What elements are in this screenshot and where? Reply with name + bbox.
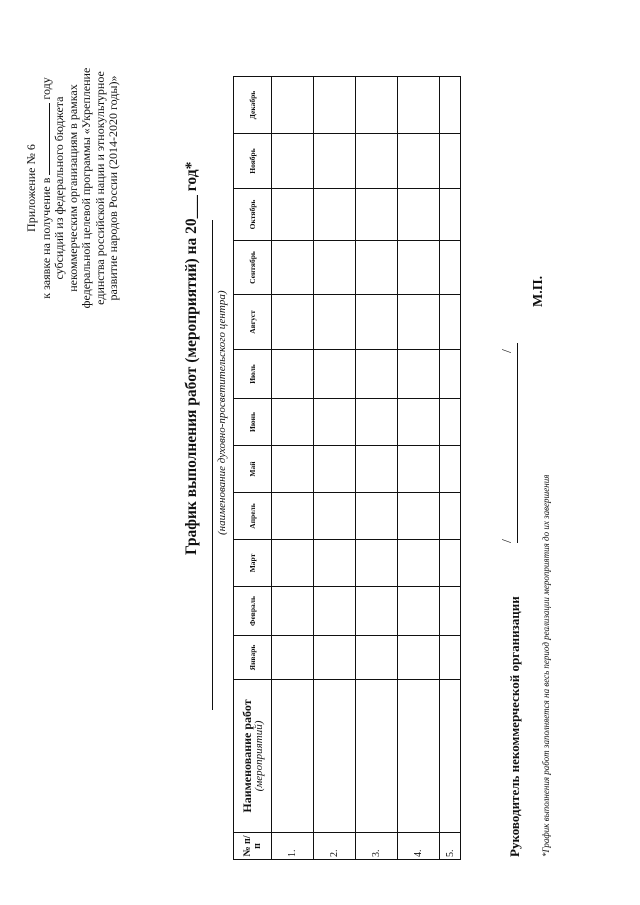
row-number: 2. (314, 833, 356, 860)
month-cell[interactable] (440, 295, 461, 350)
month-cell[interactable] (314, 399, 356, 446)
table-row (440, 77, 461, 860)
row-number: 3. (356, 833, 398, 860)
table-row (356, 77, 398, 860)
work-name-cell[interactable] (440, 680, 461, 833)
footnote: *График выполнения работ заполняется на весь период реализации мероприятия до их завершения (541, 474, 551, 857)
month-cell[interactable] (398, 350, 440, 399)
month-cell[interactable] (272, 636, 314, 680)
appendix-line-3: субсидий из федерального бюджета (52, 96, 66, 280)
appendix-line-2: к заявке на получение в году (38, 77, 53, 299)
month-cell[interactable] (440, 636, 461, 680)
col-header-month: Май (234, 446, 272, 493)
month-cell[interactable] (314, 189, 356, 241)
month-cell[interactable] (356, 587, 398, 636)
col-header-number: № п/п (234, 833, 272, 860)
month-cell[interactable] (272, 399, 314, 446)
month-cell[interactable] (398, 134, 440, 189)
appendix-number: Приложение № 6 (24, 144, 38, 232)
month-cell[interactable] (314, 241, 356, 295)
month-cell[interactable] (398, 493, 440, 540)
month-cell[interactable] (356, 350, 398, 399)
table-row (398, 77, 440, 860)
appendix-line-7: развитие народов России (2014-2020 годы)» (106, 75, 120, 301)
appendix-line-5: федеральной целевой программы «Укрепление (79, 67, 93, 309)
col-header-month: Сентябрь (234, 241, 272, 295)
col-header-month: Февраль (234, 587, 272, 636)
month-cell[interactable] (356, 446, 398, 493)
year-blank[interactable] (39, 103, 50, 175)
month-cell[interactable] (356, 295, 398, 350)
month-cell[interactable] (398, 587, 440, 636)
month-cell[interactable] (356, 399, 398, 446)
month-cell[interactable] (272, 189, 314, 241)
signature-slash: / (500, 539, 515, 543)
month-cell[interactable] (398, 295, 440, 350)
center-name-line[interactable] (212, 220, 213, 710)
signer-label: Руководитель некоммерческой организации (507, 596, 522, 857)
month-cell[interactable] (398, 77, 440, 134)
month-cell[interactable] (440, 134, 461, 189)
month-cell[interactable] (440, 399, 461, 446)
month-cell[interactable] (398, 399, 440, 446)
signature-line[interactable] (501, 343, 518, 543)
col-header-month: Август (234, 295, 272, 350)
table-header-row (234, 77, 272, 860)
month-cell[interactable] (356, 540, 398, 587)
month-cell[interactable] (272, 587, 314, 636)
month-cell[interactable] (314, 295, 356, 350)
month-cell[interactable] (272, 134, 314, 189)
month-cell[interactable] (314, 77, 356, 134)
schedule-table (233, 76, 461, 860)
work-name-cell[interactable] (272, 680, 314, 833)
work-name-cell[interactable] (314, 680, 356, 833)
stamp-place-label: М.П. (531, 275, 546, 307)
month-cell[interactable] (440, 493, 461, 540)
month-cell[interactable] (272, 493, 314, 540)
month-cell[interactable] (272, 295, 314, 350)
col-header-month: Декабрь (234, 77, 272, 134)
col-header-month: Октябрь (234, 189, 272, 241)
document-title: График выполнения работ (мероприятий) на 20___ год* (183, 161, 200, 555)
table-row (272, 77, 314, 860)
col-header-month: Апрель (234, 493, 272, 540)
month-cell[interactable] (440, 587, 461, 636)
month-cell[interactable] (398, 446, 440, 493)
month-cell[interactable] (398, 540, 440, 587)
col-header-month: Июнь (234, 399, 272, 446)
month-cell[interactable] (440, 77, 461, 134)
month-cell[interactable] (440, 241, 461, 295)
month-cell[interactable] (272, 540, 314, 587)
month-cell[interactable] (356, 134, 398, 189)
month-cell[interactable] (356, 241, 398, 295)
month-cell[interactable] (440, 350, 461, 399)
appendix-line-6: единства российской нации и этнокультурное (92, 71, 107, 305)
month-cell[interactable] (440, 540, 461, 587)
signature-slash: / (500, 349, 515, 353)
table-row (314, 77, 356, 860)
month-cell[interactable] (272, 241, 314, 295)
work-name-cell[interactable] (398, 680, 440, 833)
month-cell[interactable] (314, 540, 356, 587)
month-cell[interactable] (356, 493, 398, 540)
month-cell[interactable] (356, 189, 398, 241)
row-number: 5. (440, 833, 461, 860)
center-name-caption: (наименование духовно-просветительского центра) (216, 290, 228, 535)
month-cell[interactable] (314, 350, 356, 399)
row-number: 1. (272, 833, 314, 860)
appendix-line-4: некоммерческим организациям в рамках (65, 84, 80, 292)
col-header-month: Ноябрь (234, 134, 272, 189)
col-header-month: Июль (234, 350, 272, 399)
col-header-month: Март (234, 540, 272, 587)
col-header-name: Наименование работ (мероприятий) (234, 680, 272, 833)
month-cell[interactable] (314, 587, 356, 636)
month-cell[interactable] (398, 241, 440, 295)
month-cell[interactable] (272, 446, 314, 493)
month-cell[interactable] (440, 189, 461, 241)
work-name-cell[interactable] (356, 680, 398, 833)
month-cell[interactable] (272, 350, 314, 399)
month-cell[interactable] (398, 636, 440, 680)
month-cell[interactable] (272, 77, 314, 134)
month-cell[interactable] (314, 446, 356, 493)
month-cell[interactable] (440, 446, 461, 493)
month-cell[interactable] (314, 134, 356, 189)
appendix-header (25, 63, 121, 313)
month-cell[interactable] (314, 493, 356, 540)
row-number: 4. (398, 833, 440, 860)
month-cell[interactable] (356, 77, 398, 134)
month-cell[interactable] (314, 636, 356, 680)
col-header-month: Январь (234, 636, 272, 680)
month-cell[interactable] (356, 636, 398, 680)
month-cell[interactable] (398, 189, 440, 241)
